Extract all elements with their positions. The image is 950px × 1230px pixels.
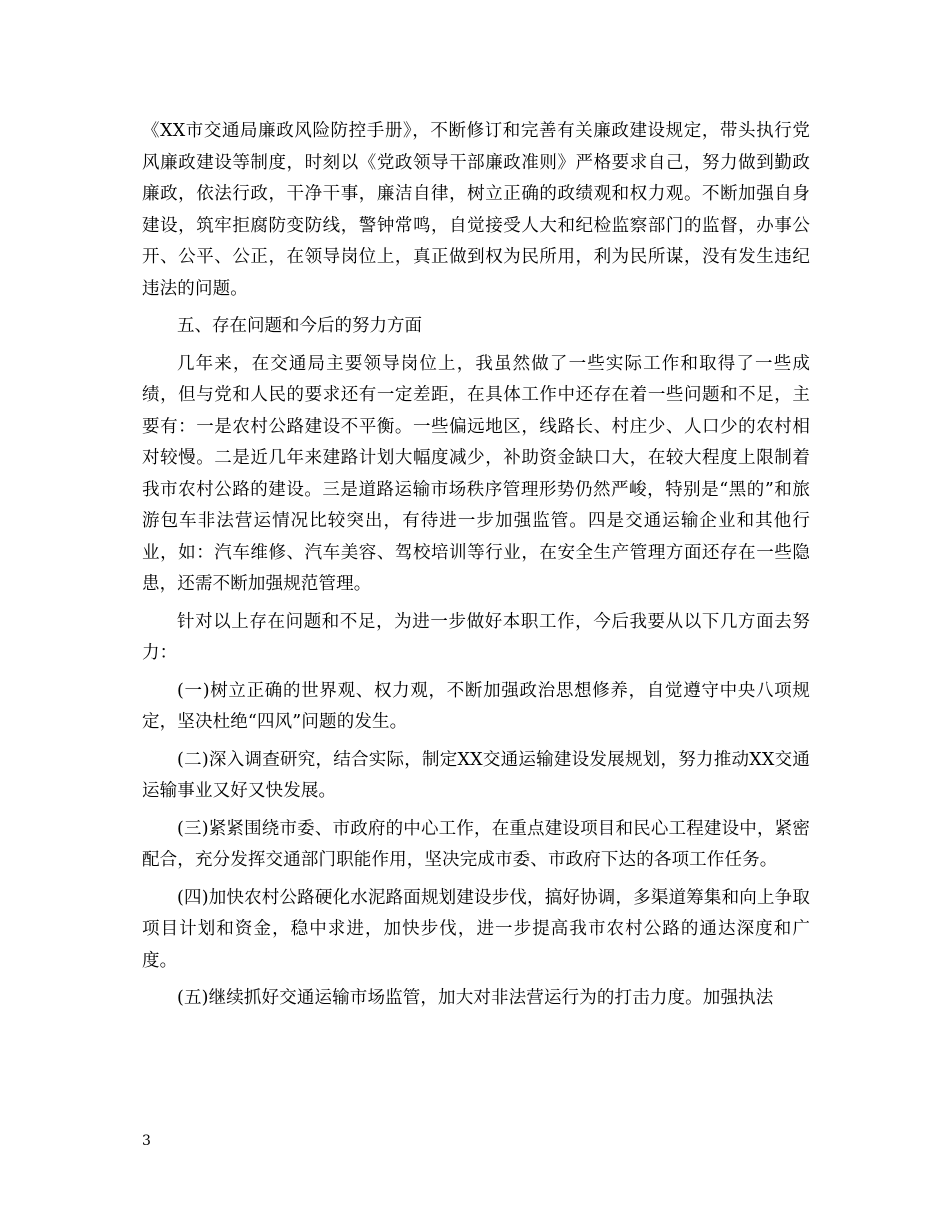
paragraph-existing-problems: 几年来，在交通局主要领导岗位上，我虽然做了一些实际工作和取得了一些成绩，但与党和人民的要求还有一定差距，在具体工作中还存在着一些问题和不足，主要有：一是农村公路建设不平衡。一些偏远地区，线路长、村庄少、人口少的农村相对较慢。二是近几年来建路计划大幅度减少，补助资金缺口大，在较大程度上限制着我市农村公路的建设。三是道路运输市场秩序管理形势仍然严峻，特别是“黑的”和旅游包车非法营运情况比较突出，有待进一步加强监管。四是交通运输企业和其他行业，如：汽车维修、汽车美容、驾校培训等行业，在安全生产管理方面还存在一些隐患，还需不断加强规范管理。 — [142, 353, 810, 594]
paragraph-integrity-conduct: 《XX市交通局廉政风险防控手册》，不断修订和完善有关廉政建设规定，带头执行党风廉政建设等制度，时刻以《党政领导干部廉政准则》严格要求自己，努力做到勤政廉政，依法行政，干净干事，廉洁自律，树立正确的政绩观和权力观。不断加强自身建设，筑牢拒腐防变防线，警钟常鸣，自觉接受人大和纪检监察部门的监督，办事公开、公平、公正，在领导岗位上，真正做到权为民所用，利为民所谋，没有发生违纪违法的问题。 — [142, 121, 810, 299]
page-number: 3 — [142, 1133, 151, 1149]
list-item-two: (二)深入调查研究，结合实际，制定XX交通运输建设发展规划，努力推动XX交通运输事业又好又快发展。 — [142, 749, 810, 801]
section-heading-five: 五、存在问题和今后的努力方面 — [177, 316, 422, 336]
list-item-five: (五)继续抓好交通运输市场监管，加大对非法营运行为的打击力度。加强执法 — [177, 988, 774, 1008]
list-item-four: (四)加快农村公路硬化水泥路面规划建设步伐，搞好协调，多渠道筹集和向上争取项目计划和资金，稳中求进，加快步伐，进一步提高我市农村公路的通达深度和广度。 — [142, 887, 810, 971]
paragraph-improvement-intro: 针对以上存在问题和不足，为进一步做好本职工作，今后我要从以下几方面去努力： — [142, 611, 810, 663]
document-body — [142, 116, 810, 1021]
list-item-one: (一)树立正确的世界观、权力观，不断加强政治思想修养，自觉遵守中央八项规定，坚决杜绝“四风”问题的发生。 — [142, 680, 810, 732]
list-item-three: (三)紧紧围绕市委、市政府的中心工作，在重点建设项目和民心工程建设中，紧密配合，充分发挥交通部门职能作用，坚决完成市委、市政府下达的各项工作任务。 — [142, 818, 810, 870]
